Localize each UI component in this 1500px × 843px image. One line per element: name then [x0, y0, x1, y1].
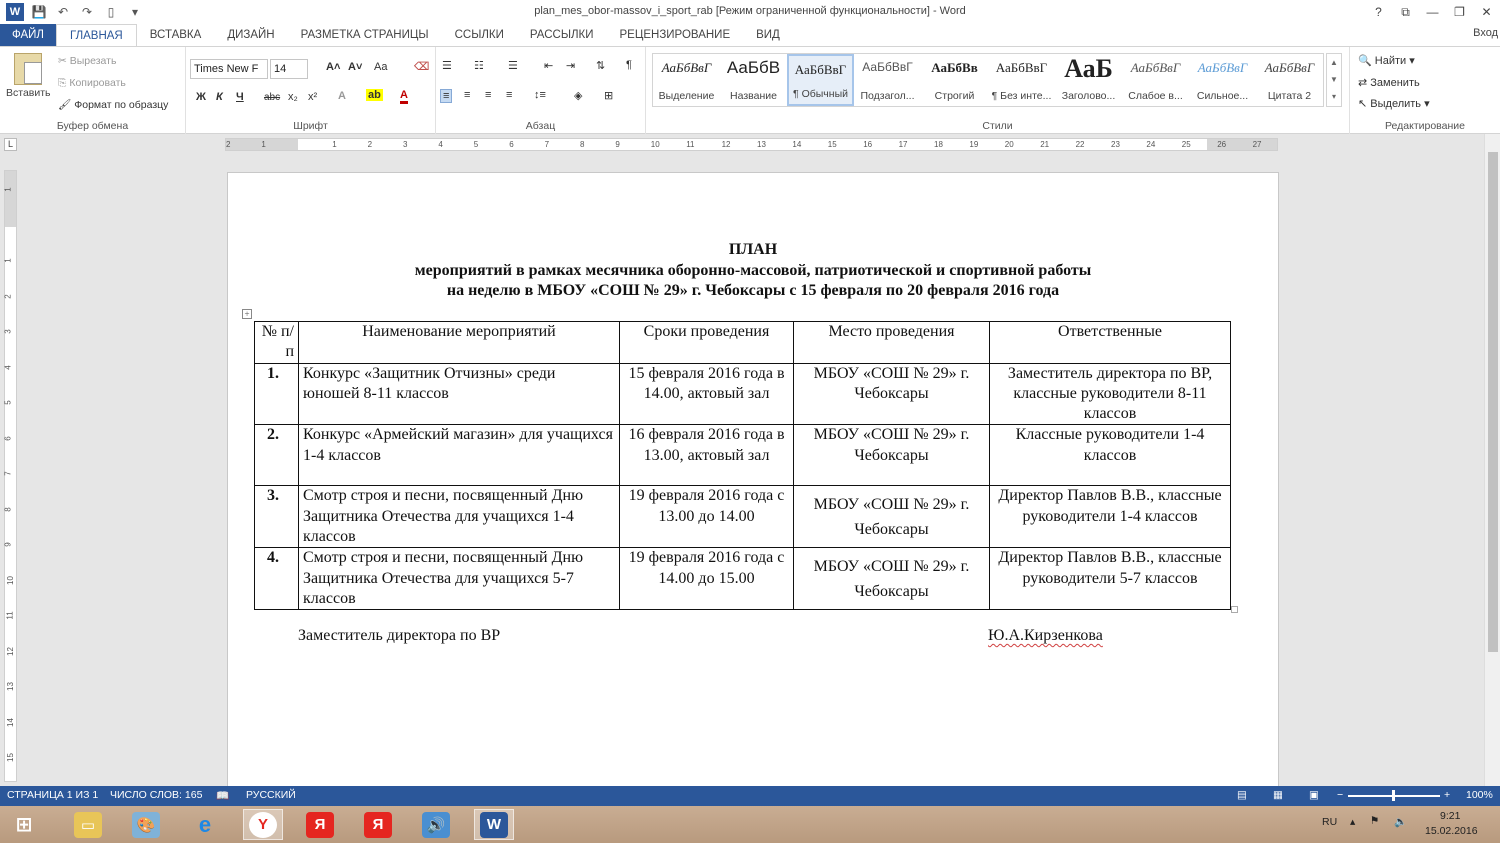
increase-indent-icon[interactable]: ⇥	[566, 60, 576, 72]
table-row	[255, 548, 1231, 610]
ruler-tick-label: 2	[226, 140, 231, 149]
ruler-tick-label: 20	[1004, 140, 1014, 149]
paragraph-group-label: Абзац	[525, 120, 556, 132]
ruler-tick-label: 10	[5, 575, 15, 585]
style-sample: АаБбВвГ	[1130, 60, 1181, 75]
row-place: МБОУ «СОШ № 29» г. Чебоксары	[794, 548, 990, 610]
strikethrough-button[interactable]: abc	[264, 92, 281, 103]
style-subtle-emphasis[interactable]	[1122, 54, 1189, 106]
ruler-tick-label: 8	[3, 506, 13, 512]
justify-icon[interactable]: ≡	[506, 89, 513, 101]
style-sample: АаБбВвГ	[862, 60, 913, 74]
ruler-tick-label: 15	[5, 753, 15, 762]
language-indicator[interactable]: РУССКИЙ	[246, 789, 296, 801]
signin-link[interactable]: Вход	[1473, 27, 1498, 39]
grow-font-button[interactable]: A˄	[326, 61, 341, 73]
ruler-tick-label: 17	[898, 140, 908, 149]
window-title: plan_mes_obor-massov_i_sport_rab [Режим ограниченной функциональности] - Word	[534, 5, 966, 17]
font-group	[186, 47, 436, 134]
cut-button[interactable]: ✂ Вырезать	[58, 55, 117, 67]
ruler-tick-label: 2	[3, 293, 13, 299]
ribbon-tabs	[0, 24, 1500, 46]
row-name: Конкурс «Армейский магазин» для учащихся 1-4 классов	[299, 425, 620, 486]
row-num: 1.	[255, 363, 299, 425]
ruler-tick-label: 9	[3, 542, 13, 547]
table-resize-handle[interactable]	[1231, 606, 1238, 613]
table-header-row	[255, 322, 1231, 364]
style-sample: АаБбВ	[726, 58, 781, 77]
row-place: МБОУ «СОШ № 29» г. Чебоксары	[794, 425, 990, 486]
row-name: Смотр строя и песни, посвященный Дню Защитника Отечества для учащихся 5-7 классов	[299, 548, 620, 610]
tab-page-layout[interactable]: РАЗМЕТКА СТРАНИЦЫ	[300, 29, 429, 41]
signature-position: Заместитель директора по ВР	[298, 627, 501, 644]
format-painter-button[interactable]: 🖌 Формат по образцу	[58, 99, 169, 111]
style-emphasis[interactable]	[653, 54, 720, 106]
style-sample: АаБбВвГ	[794, 62, 847, 77]
ruler-tick-label: 7	[544, 140, 550, 149]
plan-table	[254, 321, 1231, 610]
ruler-tick-label: 2	[367, 140, 373, 149]
web-layout-icon[interactable]: ▣	[1309, 789, 1319, 801]
align-center-icon[interactable]: ≡	[464, 89, 471, 101]
ruler-tick-label: 13	[5, 682, 15, 691]
tab-insert[interactable]: ВСТАВКА	[149, 29, 202, 41]
ruler-tick-label: 9	[615, 140, 620, 149]
row-responsible: Директор Павлов В.В., классные руководители 1-4 классов	[990, 486, 1231, 548]
copy-label: Копировать	[69, 77, 126, 89]
style-sample: АаБбВв	[931, 60, 978, 75]
window-controls	[1365, 0, 1500, 24]
ruler-tick-label: 3	[3, 329, 13, 334]
select-button[interactable]: ↖ Выделить ▾	[1358, 98, 1430, 110]
yandex-icon[interactable]: Я	[358, 809, 398, 840]
style-quote-2[interactable]	[1256, 54, 1323, 106]
table-row	[255, 486, 1231, 548]
font-group-label: Шрифт	[293, 120, 328, 132]
help-icon[interactable]: ?	[1375, 5, 1382, 19]
new-document-icon[interactable]: ▯	[107, 5, 115, 19]
ruler-tick-label: 4	[438, 140, 443, 149]
ruler-tick-label: 12	[721, 140, 731, 149]
row-name: Конкурс «Защитник Отчизны» среди юношей 8-11 классов	[299, 363, 620, 425]
replace-label: Заменить	[1370, 77, 1420, 89]
style-name: Подзагол...	[860, 90, 915, 102]
styles-gallery	[652, 53, 1324, 107]
row-num: 4.	[255, 548, 299, 610]
restore-icon[interactable]: ❐	[1454, 5, 1465, 19]
table-row	[255, 425, 1231, 486]
style-strong[interactable]	[921, 54, 988, 106]
ruler-tick-label: 11	[5, 611, 15, 620]
action-center-icon[interactable]: ⚑	[1370, 815, 1380, 827]
row-dates: 19 февраля 2016 года с 14.00 до 15.00	[620, 548, 794, 610]
style-name: Заголово...	[1061, 90, 1116, 102]
editing-group-label: Редактирование	[1385, 120, 1465, 132]
ruler-area	[0, 134, 1500, 154]
page-count[interactable]: СТРАНИЦА 1 ИЗ 1	[7, 789, 99, 801]
clock-date[interactable]: 15.02.2016	[1425, 825, 1478, 837]
italic-button[interactable]: К	[216, 91, 223, 103]
font-name-dropdown[interactable]: Times New F	[190, 59, 268, 79]
ruler-tick-label: 12	[5, 646, 15, 656]
ruler-tick-label: 16	[863, 140, 873, 149]
show-marks-button[interactable]: ¶	[626, 59, 632, 71]
ruler-tick-label: 4	[3, 364, 13, 370]
style-name: Название	[730, 90, 777, 102]
style-name: ¶ Обычный	[793, 88, 848, 100]
style-name: Строгий	[934, 90, 975, 102]
minimize-icon[interactable]: —	[1426, 5, 1439, 19]
yandex-browser-icon[interactable]: Y	[243, 809, 283, 840]
tab-file[interactable]: ФАЙЛ	[0, 24, 56, 46]
header-num: № п/п	[255, 322, 299, 364]
ruler-tick-label: 7	[3, 471, 13, 476]
vertical-scrollbar[interactable]	[1484, 134, 1500, 786]
header-name: Наименование мероприятий	[299, 322, 620, 364]
change-case-button[interactable]: Aa	[374, 61, 388, 73]
font-color-icon[interactable]: A	[400, 89, 408, 104]
status-bar	[0, 786, 1500, 806]
file-explorer-icon[interactable]: ▭	[68, 809, 108, 840]
ruler-tick-label: 14	[5, 717, 15, 727]
style-subtitle[interactable]	[854, 54, 921, 106]
taskbar	[0, 806, 1500, 843]
proofing-icon[interactable]: 📖	[216, 790, 230, 802]
ruler-tick-label: 6	[3, 435, 13, 441]
style-intense-emphasis[interactable]	[1189, 54, 1256, 106]
ruler-tick-label: 14	[792, 140, 802, 149]
style-sample: АаБбВвГ	[995, 60, 1048, 75]
numbering-icon[interactable]: ☷	[474, 60, 484, 72]
shrink-font-button[interactable]: A˅	[348, 61, 363, 73]
input-language[interactable]: RU	[1322, 816, 1338, 828]
clock-time[interactable]: 9:21	[1440, 810, 1461, 822]
clear-formatting-icon[interactable]: ⌫	[414, 61, 430, 73]
format-painter-label: Формат по образцу	[74, 99, 169, 111]
read-mode-icon[interactable]: ▤	[1237, 789, 1247, 801]
decrease-indent-icon[interactable]: ⇤	[544, 60, 554, 72]
print-layout-icon[interactable]: ▦	[1273, 789, 1283, 801]
ruler-tick-label: 5	[3, 400, 13, 405]
select-label: Выделить	[1370, 98, 1422, 110]
styles-group-label: Стили	[982, 120, 1013, 132]
style-name: Сильное...	[1196, 90, 1249, 102]
tab-review[interactable]: РЕЦЕНЗИРОВАНИЕ	[619, 29, 731, 41]
ruler-tick-label: 18	[934, 140, 943, 149]
style-no-spacing[interactable]	[988, 54, 1055, 106]
shading-icon[interactable]: ◈	[574, 90, 583, 102]
row-num: 3.	[255, 486, 299, 548]
paragraph-group	[436, 47, 646, 134]
row-responsible: Заместитель директора по ВР, классные руководители 8-11 классов	[990, 363, 1231, 425]
signature-name: Ю.А.Кирзенкова	[988, 627, 1103, 644]
customize-qat-icon[interactable]: ▾	[131, 5, 139, 19]
ruler-tick-label: 21	[1040, 140, 1050, 149]
underline-button[interactable]: Ч	[236, 91, 244, 103]
subscript-button[interactable]: x₂	[288, 91, 298, 103]
ruler-tick-label: 23	[1111, 140, 1120, 149]
style-name: Выделение	[658, 90, 715, 102]
document-page[interactable]	[227, 172, 1279, 812]
ruler-tick-label: 5	[473, 140, 479, 149]
multilevel-list-icon[interactable]: ☰	[508, 60, 518, 72]
quick-access-toolbar	[0, 3, 200, 21]
line-spacing-icon[interactable]: ↕≡	[534, 89, 546, 101]
zoom-out-icon[interactable]: −	[1337, 789, 1344, 801]
copy-button[interactable]: ⎘ Копировать	[58, 77, 126, 89]
table-move-handle[interactable]: +	[242, 309, 252, 319]
superscript-button[interactable]: x²	[308, 91, 318, 103]
tab-design[interactable]: ДИЗАЙН	[227, 29, 275, 41]
ruler-tick-label: 19	[969, 140, 979, 149]
ruler-tick-label: 25	[1181, 140, 1191, 149]
redo-icon[interactable]: ↷	[81, 5, 93, 19]
style-sample: АаБбВвГ	[1264, 60, 1315, 75]
doc-subtitle-1: мероприятий в рамках месячника оборонно-массовой, патриотической и спортивной работы	[414, 262, 1092, 279]
ruler-tick-label: 22	[1075, 140, 1085, 149]
ruler-tick-label: 1	[261, 140, 266, 149]
row-name: Смотр строя и песни, посвященный Дню Защитника Отечества для учащихся 1-4 классов	[299, 486, 620, 548]
paste-icon	[14, 53, 42, 85]
style-sample: АаБ	[1064, 54, 1113, 83]
media-player-icon[interactable]: 🔊	[416, 809, 456, 840]
paint-icon[interactable]: 🎨	[126, 809, 166, 840]
close-icon[interactable]: ✕	[1481, 5, 1492, 19]
tab-selector[interactable]: L	[4, 138, 17, 151]
title-bar	[0, 0, 1500, 24]
style-name: ¶ Без инте...	[991, 90, 1052, 102]
ruler-top-margin	[5, 171, 16, 227]
row-place: МБОУ «СОШ № 29» г. Чебоксары	[794, 486, 990, 548]
tab-view[interactable]: ВИД	[756, 29, 780, 41]
style-heading[interactable]	[1055, 54, 1122, 106]
replace-button[interactable]: ⇄ Заменить	[1358, 77, 1420, 89]
ruler-tick-label: 13	[757, 140, 766, 149]
header-responsible: Ответственные	[990, 322, 1231, 364]
ruler-tick-label: 1	[3, 258, 13, 263]
style-name: Цитата 2	[1267, 90, 1312, 102]
doc-title: ПЛАН	[728, 241, 778, 258]
style-name: Слабое в...	[1128, 90, 1183, 102]
highlight-icon[interactable]: ab	[368, 89, 381, 101]
ruler-tick-label: 15	[827, 140, 837, 149]
row-dates: 15 февраля 2016 года в 14.00, актовый зал	[620, 363, 794, 425]
ruler-tick-label: 10	[650, 140, 660, 149]
undo-icon[interactable]: ↶	[57, 5, 69, 19]
ruler-tick-label: 1	[3, 187, 13, 192]
row-responsible: Директор Павлов В.В., классные руководители 5-7 классов	[990, 548, 1231, 610]
tab-mailings[interactable]: РАССЫЛКИ	[529, 29, 594, 41]
zoom-slider-handle[interactable]	[1392, 790, 1395, 801]
row-dates: 19 февраля 2016 года с 13.00 до 14.00	[620, 486, 794, 548]
ruler-tick-label: 11	[686, 140, 695, 149]
scrollbar-thumb[interactable]	[1488, 152, 1498, 652]
font-size-dropdown[interactable]: 14	[270, 59, 308, 79]
ruler-tick-label: 27	[1252, 140, 1262, 149]
ruler-tick-label: 26	[1217, 140, 1227, 149]
ribbon	[0, 46, 1500, 134]
yandex-icon[interactable]: Я	[300, 809, 340, 840]
find-label: Найти	[1374, 55, 1407, 67]
paste-button[interactable]	[6, 53, 50, 99]
ruler-tick-label: 24	[1146, 140, 1156, 149]
doc-subtitle-2: на неделю в МБОУ «СОШ № 29» г. Чебоксары с 15 февраля по 20 февраля 2016 года	[446, 282, 1060, 299]
align-right-icon[interactable]: ≡	[485, 89, 492, 101]
save-icon[interactable]: 💾	[31, 5, 47, 19]
align-left-icon[interactable]: ≡	[440, 89, 452, 103]
table-row	[255, 363, 1231, 425]
ruler-tick-label: 8	[580, 140, 585, 149]
ruler-tick-label: 6	[509, 140, 514, 149]
clipboard-group-label: Буфер обмена	[56, 120, 129, 132]
style-normal[interactable]	[787, 54, 854, 106]
word-count[interactable]: ЧИСЛО СЛОВ: 165	[110, 789, 203, 801]
header-dates: Сроки проведения	[620, 322, 794, 364]
find-button[interactable]: 🔍 Найти ▾	[1358, 55, 1415, 67]
cut-label: Вырезать	[69, 55, 117, 67]
vertical-ruler[interactable]	[4, 170, 17, 782]
header-place: Место проведения	[794, 322, 990, 364]
clipboard-group	[0, 47, 186, 134]
paste-label: Вставить	[6, 87, 51, 99]
windows-start-icon[interactable]: ⊞	[15, 814, 33, 836]
borders-icon[interactable]: ⊞	[604, 90, 614, 102]
word-taskbar-icon[interactable]: W	[474, 809, 514, 840]
volume-icon[interactable]: 🔈	[1394, 816, 1408, 828]
styles-gallery-scroll[interactable]: ▲ ▼ ▾	[1326, 53, 1342, 107]
row-responsible: Классные руководители 1-4 классов	[990, 425, 1231, 486]
row-num: 2.	[255, 425, 299, 486]
ribbon-display-icon[interactable]: ⧉	[1401, 4, 1410, 19]
ruler-tick-label: 1	[332, 140, 337, 149]
internet-explorer-icon[interactable]: e	[198, 811, 212, 837]
style-title[interactable]	[720, 54, 787, 106]
text-effects-icon[interactable]: A	[338, 90, 346, 102]
zoom-level[interactable]: 100%	[1466, 789, 1493, 801]
row-place: МБОУ «СОШ № 29» г. Чебоксары	[794, 363, 990, 425]
bullets-icon[interactable]: ☰	[442, 60, 452, 72]
horizontal-ruler[interactable]	[225, 138, 1278, 151]
show-hidden-icons-icon[interactable]: ▴	[1350, 816, 1356, 828]
style-sample: АаБбВвГ	[661, 60, 712, 75]
word-logo-icon[interactable]: W	[6, 3, 24, 21]
tab-home[interactable]: ГЛАВНАЯ	[56, 24, 137, 46]
sort-icon[interactable]: ⇅	[596, 60, 606, 72]
tab-references[interactable]: ССЫЛКИ	[454, 29, 504, 41]
row-dates: 16 февраля 2016 года в 13.00, актовый зал	[620, 425, 794, 486]
ruler-tick-label: 3	[403, 140, 408, 149]
bold-button[interactable]: Ж	[196, 91, 206, 103]
style-sample: АаБбВвГ	[1197, 60, 1248, 75]
zoom-in-icon[interactable]: +	[1444, 789, 1451, 801]
